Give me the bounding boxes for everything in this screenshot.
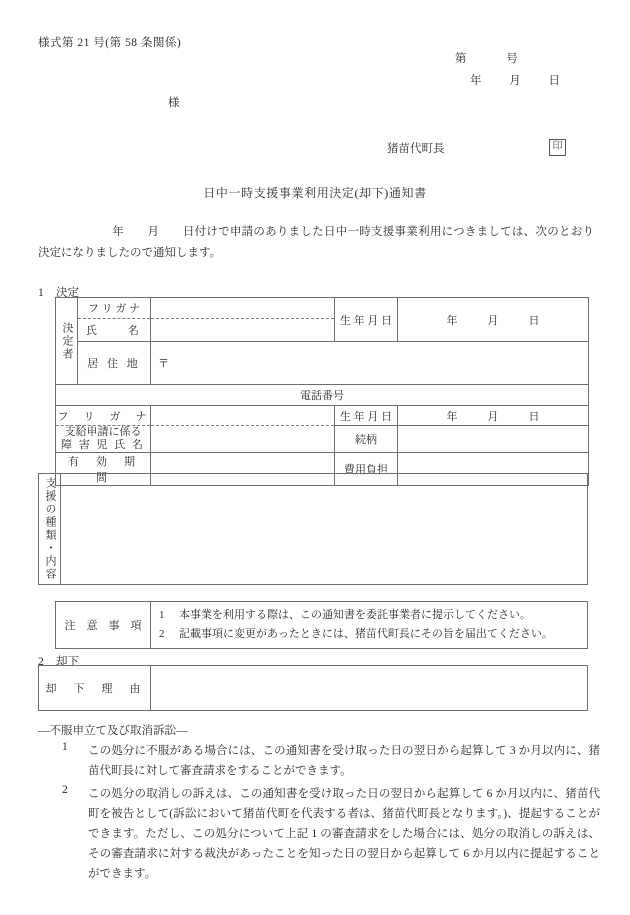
- note-number-1: 1: [159, 609, 165, 621]
- document-title: 日中一時支援事業利用決定(却下)通知書: [203, 186, 427, 200]
- decider-residence-label: 居 住 地: [87, 358, 141, 370]
- note-text-2: 記載事項に変更があったときには、猪苗代町長にその旨を届出てください。: [179, 628, 553, 640]
- cost-label: 費用負担: [344, 464, 388, 476]
- issuer-name: 猪苗代町長: [387, 143, 445, 155]
- appeal-number-2: 2: [62, 784, 68, 796]
- appeal-notice-block: [30, 722, 600, 884]
- appeal-number-1: 1: [62, 741, 68, 753]
- decider-label: 決定者: [61, 321, 73, 361]
- addressee-honorific: 様: [168, 97, 180, 109]
- child-name-label-line2: 障 害 児 氏 名: [61, 439, 145, 451]
- list-item: [159, 606, 581, 625]
- seal-stamp-icon: 印: [549, 139, 566, 156]
- support-value[interactable]: [61, 474, 588, 585]
- child-birthdate-month: 月: [487, 410, 499, 423]
- child-name-label-line1: 支給申請に係る: [64, 426, 142, 438]
- decider-birthdate-year: 年: [446, 314, 458, 327]
- support-type-table: [38, 473, 588, 585]
- list-item: [159, 625, 581, 644]
- document-date-line: [470, 72, 560, 88]
- decider-name-label: 氏 名: [86, 325, 142, 337]
- rejection-reason-label: 却 下 理 由: [45, 683, 144, 695]
- decider-birthdate-value[interactable]: [398, 298, 589, 342]
- child-furigana-label: フ リ ガ ナ: [57, 410, 149, 423]
- list-item: [30, 784, 600, 884]
- child-birthdate-label: 生 年 月 日: [339, 410, 393, 423]
- decider-furigana-label: フ リ ガ ナ: [87, 303, 141, 315]
- support-label-cell: [39, 474, 61, 585]
- decider-birthdate-day: 日: [528, 314, 540, 327]
- relation-label: 続柄: [355, 434, 377, 446]
- document-number-prefix: 第: [455, 53, 467, 65]
- notes-table: [55, 601, 588, 649]
- decision-table: [55, 297, 589, 486]
- table-row: [56, 602, 588, 649]
- support-label: 支援の種類・内容: [44, 477, 56, 581]
- decider-furigana-label-cell: [78, 298, 151, 319]
- notes-label-cell: [56, 602, 151, 649]
- appeal-notice-title: ―不服申立て及び取消訴訟―: [38, 725, 188, 737]
- decider-birthdate-label-cell: [335, 298, 398, 342]
- form-number: 様式第 21 号(第 58 条関係): [38, 37, 182, 49]
- rejection-reason-label-cell: [39, 666, 151, 711]
- decider-residence-label-cell: [78, 342, 151, 385]
- table-row: [56, 426, 589, 453]
- decider-furigana-value[interactable]: [151, 298, 335, 319]
- appeal-text-1: この処分に不服がある場合には、この通知書を受け取った日の翌日から起算して 3 か月以内に、猪苗代町長に対して審査請求をすることができます。: [88, 745, 600, 777]
- document-date-year: 年: [470, 75, 482, 87]
- child-birthdate-value[interactable]: [398, 406, 589, 426]
- child-birthdate-year: 年: [446, 410, 458, 423]
- decider-residence-value[interactable]: [151, 342, 589, 385]
- child-name-label-cell: [56, 426, 151, 453]
- intro-paragraph: [38, 222, 594, 264]
- decider-name-label-cell: [78, 319, 151, 342]
- postal-code-symbol: 〒: [158, 358, 169, 370]
- relation-value[interactable]: [398, 426, 589, 453]
- table-row: [56, 406, 589, 426]
- child-furigana-label-cell: [56, 406, 151, 426]
- decider-phone-cell[interactable]: [56, 385, 589, 406]
- decider-birthdate-month: 月: [487, 314, 499, 327]
- notes-content-cell: [151, 602, 588, 649]
- appeal-text-2: この処分の取消しの訴えは、この通知書を受け取った日の翌日から起算して 6 か月以内に、猪苗代町を被告として(訴訟において猪苗代町を代表する者は、猪苗代町長となります。)、提起することができます。ただし、この処分について上記 1 の審査請求をした場合には、処分の取消しの訴えは、その審査請求に対する裁決があったことを知った日の翌日から起算して 6 か月以内に提起することができます。: [88, 788, 600, 880]
- document-date-month: 月: [509, 75, 521, 87]
- child-birthdate-day: 日: [528, 410, 540, 423]
- document-number-line: [455, 50, 518, 66]
- document-date-day: 日: [548, 75, 560, 87]
- table-row: [39, 474, 588, 585]
- notes-label: 注 意 事 項: [64, 620, 142, 632]
- note-text-1: 本事業を利用する際は、この通知書を委託事業者に提示してください。: [179, 609, 531, 621]
- child-furigana-value[interactable]: [151, 406, 335, 426]
- rejection-reason-table: [38, 665, 588, 711]
- section-label-rejection: 却下: [56, 656, 79, 668]
- rejection-reason-value[interactable]: [151, 666, 588, 711]
- section-label-decision: 決定: [56, 287, 79, 299]
- table-row: [39, 666, 588, 711]
- notes-list: [151, 602, 587, 648]
- child-name-value[interactable]: [151, 426, 335, 453]
- child-birthdate-label-cell: [335, 406, 398, 426]
- decider-name-value[interactable]: [151, 319, 335, 342]
- intro-text: 年 月 日付けで申請のありました日中一時支援事業利用につきましては、次のとおり決定になりましたので通知します。: [38, 226, 594, 259]
- document-number-suffix: 号: [506, 53, 518, 65]
- valid-period-label: 有 効 期 間: [68, 456, 152, 484]
- section-number-rejection: 2: [38, 656, 44, 668]
- list-item: [30, 741, 600, 781]
- decider-birthdate-label: 生 年 月 日: [339, 314, 393, 327]
- table-row: [56, 342, 589, 385]
- note-number-2: 2: [159, 628, 165, 640]
- decider-label-cell: [56, 298, 78, 385]
- relation-label-cell: [335, 426, 398, 453]
- section-number-decision: 1: [38, 287, 44, 299]
- decider-phone-label: 電話番号: [300, 390, 344, 402]
- table-row: [56, 385, 589, 406]
- table-row: [56, 298, 589, 319]
